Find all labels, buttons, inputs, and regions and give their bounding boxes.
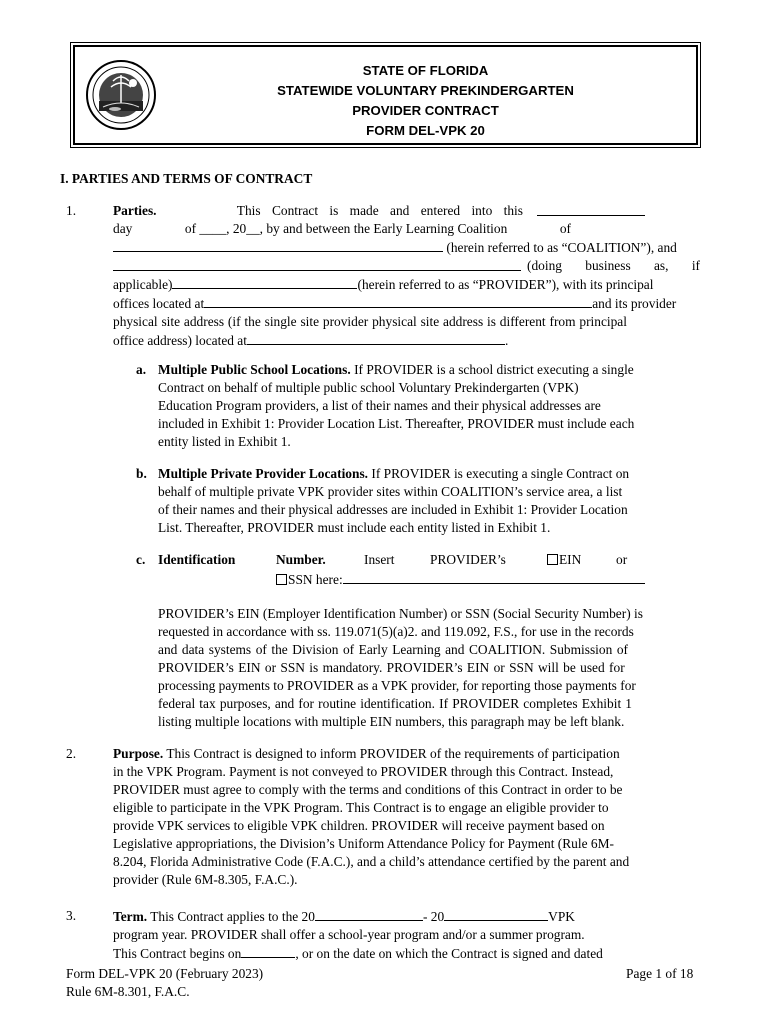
site-address-blank[interactable] [247, 331, 505, 345]
parties-text-6a: offices located at [113, 296, 205, 311]
item-3-title: Term. [113, 909, 148, 924]
ein-ssn-blank[interactable] [343, 570, 645, 584]
parties-text-4b: business [585, 258, 631, 273]
header-box [73, 45, 698, 145]
item-1a-public-school [158, 361, 703, 451]
item-1b-private-provider [158, 465, 703, 537]
item-1c-title-1: Identification [158, 552, 236, 567]
item-3-line-1a: This Contract applies to the 20 [150, 909, 315, 924]
ssn-label: SSN here: [288, 572, 343, 587]
item-3-number: 3. [66, 908, 77, 923]
item-1-number: 1. [66, 203, 77, 218]
item-1c-title-2: Number. [276, 552, 326, 567]
parties-text-2a: day [113, 221, 133, 236]
item-3-line-3b: , or on the date on which the Contract is signed and dated [295, 946, 603, 961]
item-2-line-1: in the VPK Program. Payment is not conveyed to PROVIDER through this Contract. Instead, [113, 764, 614, 779]
ein-checkbox[interactable] [547, 554, 558, 565]
item-2-line-7: provider (Rule 6M-8.305, F.A.C.). [113, 872, 298, 887]
parties-text-5a: applicable) [113, 277, 173, 292]
parties-text-3: (herein referred to as “COALITION”), and [446, 240, 677, 255]
item-1c-line-6: listing multiple locations with multiple EIN numbers, this paragraph may be left blank. [158, 714, 625, 729]
item-1a-label: a. [136, 362, 147, 377]
item-1c-line-4: processing payments to PROVIDER as a VPK provider, for reporting those payments for [158, 678, 636, 693]
item-1b-line-3: List. Thereafter, PROVIDER must include each entity listed in Exhibit 1. [158, 520, 551, 535]
parties-text-4a: (doing [527, 258, 562, 273]
item-2-line-5: Legislative appropriations, the Division’s Uniform Attendance Policy for Payment (Rule 6M- [113, 836, 614, 851]
item-3-line-1b: - 20 [422, 909, 445, 924]
item-3-line-2: program year. PROVIDER shall offer a school-year program and/or a summer program. [113, 927, 585, 942]
item-2-line-6: 8.204, Florida Administrative Code (F.A.C.), and a child’s attendance certified by the parent and [113, 854, 630, 869]
item-1c-or: or [616, 552, 628, 567]
state-seal-icon [85, 51, 157, 139]
item-3-line-3a: This Contract begins on [113, 946, 242, 961]
ein-option [547, 551, 581, 569]
ssn-option [276, 570, 645, 589]
parties-text-2b: of ____, 20__, by and between the Early Learning Coalition [184, 221, 508, 236]
item-1c-insert: Insert [364, 552, 395, 567]
begin-date-blank[interactable] [241, 944, 295, 958]
item-2-number: 2. [66, 746, 77, 761]
parties-text-1: This Contract is made and entered into this [236, 203, 523, 218]
dba-blank[interactable] [172, 275, 357, 289]
start-year-blank[interactable] [315, 907, 423, 921]
header-title [165, 61, 686, 141]
item-1a-line-2: Education Program providers, a list of their names and their physical addresses are [158, 398, 601, 413]
item-1b-line-0: If PROVIDER is executing a single Contract on [371, 466, 630, 481]
item-1c-line-0: PROVIDER’s EIN (Employer Identification Number) or SSN (Social Security Number) is [158, 606, 643, 621]
end-year-blank[interactable] [444, 907, 548, 921]
item-3-term [113, 907, 703, 963]
item-1c-line-1: requested in accordance with ss. 119.071(5)(a)2. and 119.092, F.S., for use in the records [158, 624, 634, 639]
item-1-parties [113, 202, 700, 350]
item-1a-line-3: included in Exhibit 1: Provider Location List. Thereafter, PROVIDER must include each [158, 416, 635, 431]
provider-name-blank[interactable] [113, 257, 521, 271]
header-line-3: PROVIDER CONTRACT [352, 103, 499, 118]
item-2-line-3: eligible to participate in the VPK Program. This Contract is to engage an eligible provider to [113, 800, 609, 815]
item-1c-line-5: federal tax purposes, and for routine identification. If PROVIDER completes Exhibit 1 [158, 696, 633, 711]
footer-page-number: Page 1 of 18 [626, 966, 694, 981]
item-2-title: Purpose. [113, 746, 164, 761]
parties-text-2c: of [559, 221, 571, 236]
parties-label: Parties. [113, 203, 157, 218]
item-2-line-4: provide VPK services to eligible VPK children. PROVIDER will receive payment based on [113, 818, 605, 833]
header-line-2: STATEWIDE VOLUNTARY PREKINDERGARTEN [277, 83, 574, 98]
item-1a-line-0: If PROVIDER is a school district executing a single [354, 362, 634, 377]
item-1b-line-1: behalf of multiple private VPK provider sites within COALITION’s service area, a list [158, 484, 623, 499]
item-1c-paragraph [158, 605, 703, 731]
item-2-purpose [113, 745, 703, 889]
section-heading: I. PARTIES AND TERMS OF CONTRACT [60, 171, 313, 186]
item-1a-title: Multiple Public School Locations. [158, 362, 351, 377]
parties-text-5b: (herein referred to as “PROVIDER”), with its principal [357, 277, 654, 292]
item-2-line-2: PROVIDER must agree to comply with the terms and conditions of this Contract in order to be [113, 782, 623, 797]
parties-text-8b: . [504, 333, 509, 348]
item-1a-line-4: entity listed in Exhibit 1. [158, 434, 291, 449]
offices-blank[interactable] [204, 294, 592, 308]
parties-text-4c: as, [653, 258, 669, 273]
item-1c-line-3: PROVIDER’s EIN or SSN is mandatory. PROVIDER’s EIN or SSN will be used for [158, 660, 625, 675]
header-line-4: FORM DEL-VPK 20 [366, 123, 485, 138]
item-1b-title: Multiple Private Provider Locations. [158, 466, 369, 481]
item-1a-line-1: Contract on behalf of multiple public school Voluntary Prekindergarten (VPK) [158, 380, 579, 395]
ssn-checkbox[interactable] [276, 574, 287, 585]
parties-text-4d: if [691, 258, 700, 273]
parties-text-8a: office address) located at [113, 333, 247, 348]
day-blank[interactable] [537, 202, 645, 216]
item-1c-label: c. [136, 552, 146, 567]
item-2-line-0: This Contract is designed to inform PROVIDER of the requirements of participation [166, 746, 620, 761]
header-line-1: STATE OF FLORIDA [362, 63, 489, 78]
item-1c-providers: PROVIDER’s [430, 552, 506, 567]
item-3-line-1c: VPK [548, 909, 575, 924]
footer-rule: Rule 6M-8.301, F.A.C. [66, 984, 190, 999]
parties-text-6b: and its provider [592, 296, 677, 311]
parties-text-7: physical site address (if the single site provider physical site address is different from principal [113, 314, 627, 329]
footer-form: Form DEL-VPK 20 (February 2023) [66, 966, 264, 981]
item-1b-line-2: of their names and their physical addresses are included in Exhibit 1: Provider Location [158, 502, 628, 517]
item-1b-label: b. [136, 466, 147, 481]
item-1c-line-2: and data systems of the Division of Early Learning and COALITION. Submission of [158, 642, 628, 657]
ein-label: EIN [559, 552, 582, 567]
coalition-blank[interactable] [113, 238, 443, 252]
